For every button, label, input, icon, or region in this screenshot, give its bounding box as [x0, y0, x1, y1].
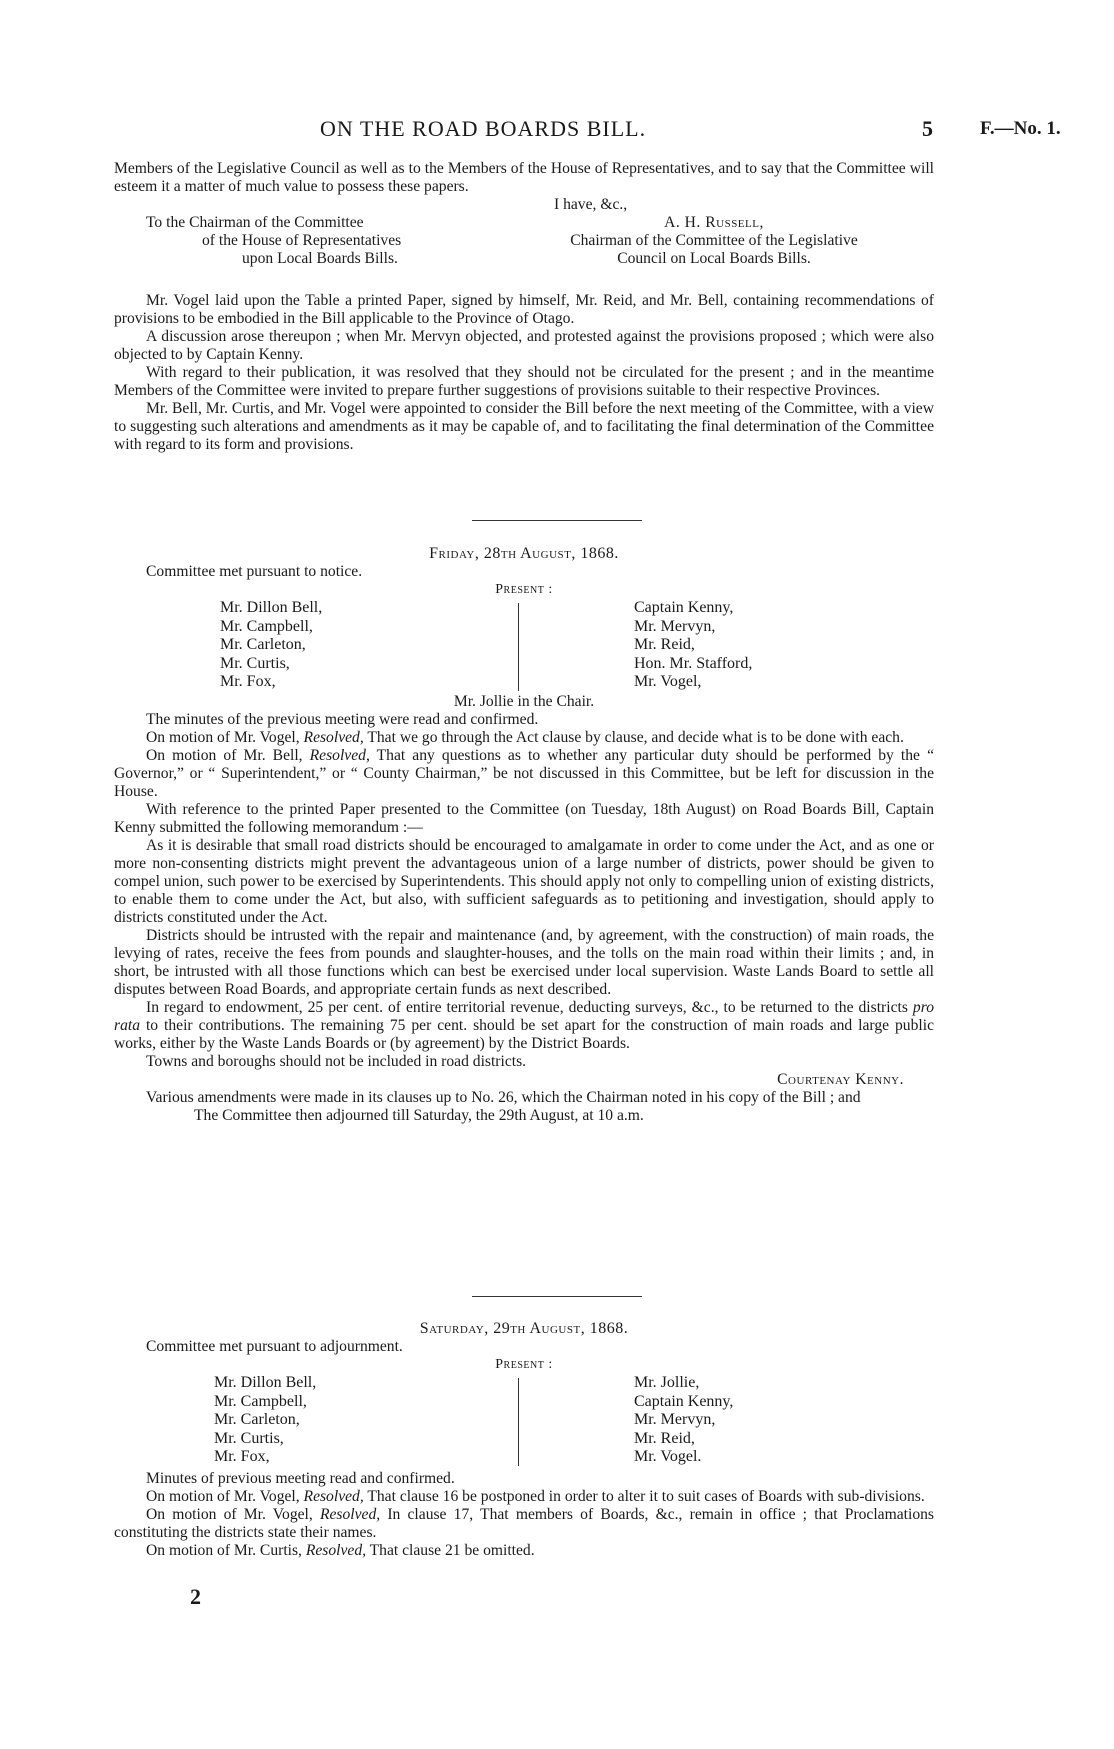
friday-paragraph-3: On motion of Mr. Bell, Resolved, That any questions as to whether any particular duty should be performed by the “ Governor,” or “ Superintendent,” or “ County Chairman,” be not discussed in this Committee, but be left for discussion in the House.: [114, 747, 934, 800]
attendee: Mr. Jollie,: [634, 1374, 700, 1391]
letter-addressee: [146, 214, 446, 268]
attendee: Mr. Reid,: [634, 1429, 695, 1447]
meeting-notice: Committee met pursuant to adjournment.: [146, 1338, 403, 1355]
attendance-right-column: [634, 599, 752, 692]
attendee: Hon. Mr. Stafford,: [634, 654, 753, 672]
adjournment-note: The Committee then adjourned till Saturday, the 29th August, at 10 a.m.: [194, 1107, 644, 1124]
chair-note: Mr. Jollie in the Chair.: [453, 693, 595, 710]
intro-paragraph-3: A discussion arose thereupon ; when Mr. Mervyn objected, and protested against the provisions proposed ; which were also objected to by Captain Kenny.: [114, 328, 934, 363]
column-divider: [518, 603, 519, 691]
letter-closing: I have, &c.,: [554, 196, 628, 213]
addressee-line: upon Local Boards Bills.: [242, 250, 398, 267]
meeting-notice: Committee met pursuant to notice.: [146, 563, 363, 580]
memorandum-paragraph-4: Towns and boroughs should not be included in road districts.: [146, 1053, 527, 1070]
attendee: Mr. Mervyn,: [634, 617, 716, 635]
attendee: Mr. Vogel.: [634, 1448, 702, 1465]
column-divider: [518, 1378, 519, 1466]
attendee: Mr. Mervyn,: [634, 1411, 716, 1428]
friday-section: [114, 545, 934, 1125]
attendee: Mr. Campbell,: [220, 617, 313, 635]
present-heading: Present :: [495, 582, 553, 597]
saturday-paragraph-3: On motion of Mr. Vogel, Resolved, In clause 17, That members of Boards, &c., remain in office ; that Proclamations constituting the districts state their names.: [114, 1506, 934, 1541]
saturday-paragraph-2: On motion of Mr. Vogel, Resolved, That clause 16 be postponed in order to alter it to suit cases of Boards with sub-divisions.: [146, 1488, 925, 1505]
running-title: ON THE ROAD BOARDS BILL.: [320, 116, 647, 141]
attendee: Mr. Carleton,: [214, 1411, 300, 1428]
attendee: Mr. Carleton,: [220, 636, 306, 653]
intro-section: [114, 160, 934, 454]
memorandum-paragraph-1: As it is desirable that small road districts should be encouraged to amalgamate in order to come under the Act, and as one or more non-consenting districts might prevent the advantageous union of a large number of districts, power should be given to compel union, such power to be exercised by Superintendents. This should apply not only to compelling union of existing districts, to enable them to come under the Act, but also, with sufficient safeguards as to petitioning and investigation, should apply to districts constituted under the Act.: [114, 837, 934, 926]
section-divider: [0, 520, 1114, 521]
attendee: Mr. Fox,: [220, 673, 276, 690]
meeting-date: Saturday, 29th August, 1868.: [419, 1320, 629, 1337]
attendee: Mr. Campbell,: [214, 1392, 307, 1410]
addressee-line: To the Chairman of the Committee: [146, 214, 364, 231]
attendee: Captain Kenny,: [634, 599, 734, 616]
saturday-paragraph-1: Minutes of previous meeting read and confirmed.: [146, 1470, 455, 1487]
friday-paragraph-4: With reference to the printed Paper presented to the Committee (on Tuesday, 18th August) on Road Boards Bill, Captain Kenny submitted the following memorandum :—: [114, 801, 934, 836]
attendee: Captain Kenny,: [634, 1392, 734, 1410]
friday-paragraph-1: The minutes of the previous meeting were read and confirmed.: [146, 711, 539, 728]
saturday-section: [114, 1320, 934, 1560]
attendance-right-column: [634, 1374, 733, 1467]
intro-paragraph-1: Members of the Legislative Council as well as to the Members of the House of Representatives, and to say that the Committee will esteem it a matter of much value to possess these papers.: [114, 160, 934, 195]
attendance-left-column: [214, 1374, 316, 1467]
sender-name: A. H. Russell,: [664, 214, 764, 231]
attendee: Mr. Dillon Bell,: [214, 1374, 317, 1391]
memorandum-paragraph-2: Districts should be intrusted with the repair and maintenance (and, by agreement, with the construction) of main roads, the levying of rates, receive the fees from pounds and slaughter-houses, and the tolls on the main road within their limits ; and, in short, be intrusted with all those functions which can best be exercised under local supervision. Waste Lands Board to settle all disputes between Road Boards, and appropriate certain funds as next described.: [114, 927, 934, 998]
signature-mark: 2: [190, 1584, 201, 1609]
saturday-paragraph-4: On motion of Mr. Curtis, Resolved, That clause 21 be omitted.: [146, 1542, 535, 1559]
addressee-line: of the House of Representatives: [202, 232, 402, 249]
attendee: Mr. Curtis,: [220, 654, 290, 672]
page-number: 5: [922, 116, 933, 141]
attendee: Mr. Fox,: [214, 1448, 270, 1465]
sender-line: Chairman of the Committee of the Legislative: [570, 232, 858, 249]
letter-sender: [504, 214, 924, 268]
attendee: Mr. Curtis,: [214, 1429, 284, 1447]
letter-addresses: [114, 214, 934, 286]
present-heading: Present :: [495, 1357, 553, 1372]
attendee: Mr. Dillon Bell,: [220, 599, 323, 616]
paper-reference: F.—No. 1.: [980, 118, 1061, 139]
sender-line: Council on Local Boards Bills.: [617, 250, 811, 267]
attendee: Mr. Reid,: [634, 636, 695, 653]
friday-paragraph-5: Various amendments were made in its clauses up to No. 26, which the Chairman noted in his copy of the Bill ; and: [146, 1089, 861, 1106]
page-header: [0, 116, 1114, 146]
attendance-list: [114, 599, 934, 695]
attendance-list: [114, 1374, 934, 1470]
friday-paragraph-2: On motion of Mr. Vogel, Resolved, That we go through the Act clause by clause, and decide what is to be done with each.: [146, 729, 904, 746]
intro-paragraph-2: Mr. Vogel laid upon the Table a printed Paper, signed by himself, Mr. Reid, and Mr. Bell, containing recommendations of provisions to be embodied in the Bill applicable to the Province of Otago.: [114, 292, 934, 327]
attendee: Mr. Vogel,: [634, 673, 702, 690]
attendance-left-column: [220, 599, 322, 692]
intro-paragraph-4: With regard to their publication, it was resolved that they should not be circulated for the present ; and in the meantime Members of the Committee were invited to prepare further suggestions of provisions suitable to their respective Provinces.: [114, 364, 934, 399]
meeting-date: Friday, 28th August, 1868.: [429, 545, 619, 562]
memorandum-signature: Courtenay Kenny.: [777, 1071, 904, 1088]
section-divider: [0, 1296, 1114, 1297]
memorandum-paragraph-3: In regard to endowment, 25 per cent. of entire territorial revenue, deducting surveys, &c., to be returned to the districts pro rata to their contributions. The remaining 75 per cent. should be set apart for the construction of main roads and large public works, either by the Waste Lands Boards or (by agreement) by the District Boards.: [114, 999, 934, 1052]
intro-paragraph-5: Mr. Bell, Mr. Curtis, and Mr. Vogel were appointed to consider the Bill before the next meeting of the Committee, with a view to suggesting such alterations and amendments as it may be capable of, and to facilitating the final determination of the Committee with regard to its form and provisions.: [114, 400, 934, 453]
